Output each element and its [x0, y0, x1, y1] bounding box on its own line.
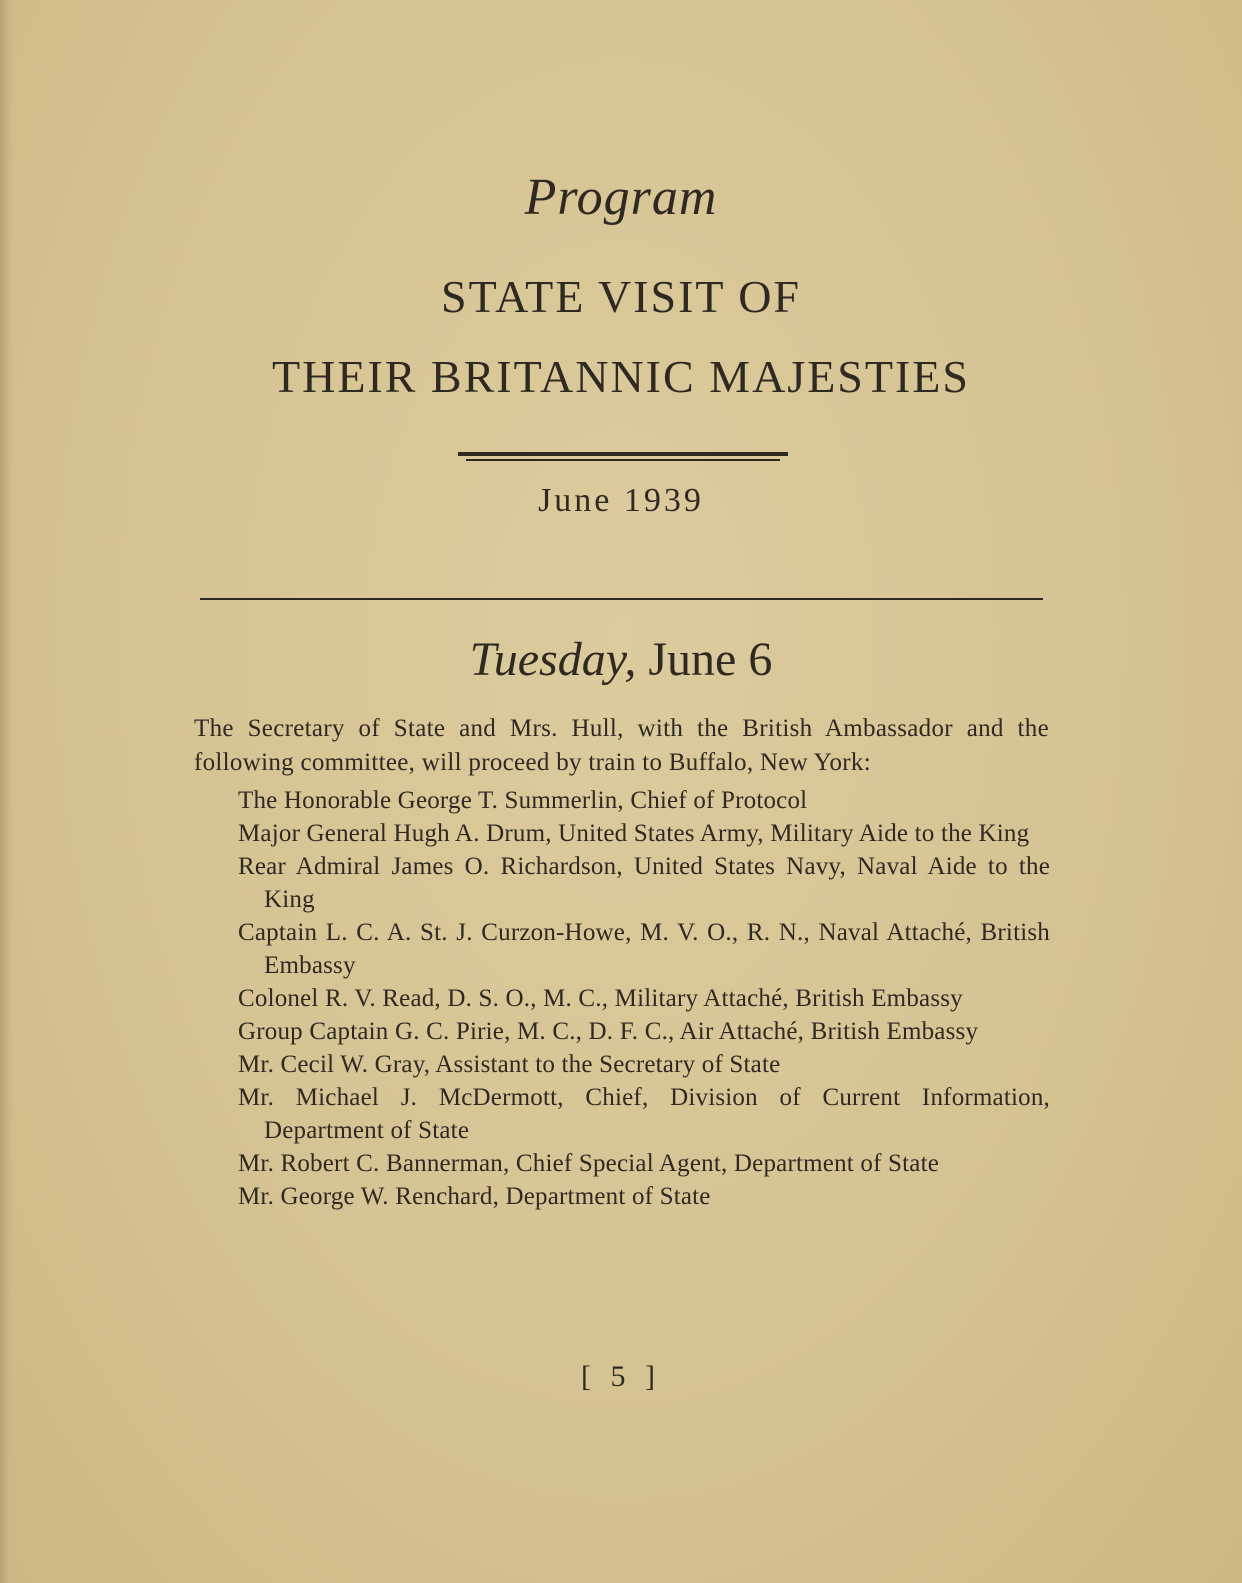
committee-item: Mr. Robert C. Bannerman, Chief Special Agent, Department of State [238, 1150, 940, 1177]
committee-item: Mr. George W. Renchard, Department of State [238, 1183, 711, 1210]
committee-item: Colonel R. V. Read, D. S. O., M. C., Military Attaché, British Embassy [238, 985, 963, 1012]
page-number: [ 5 ] [581, 1360, 661, 1393]
day-weekday: Tuesday, [469, 633, 637, 686]
committee-list [238, 784, 1050, 1213]
day-heading [0, 632, 1242, 687]
committee-item: Major General Hugh A. Drum, United States Army, Military Aide to the King [238, 820, 1030, 847]
day-date: June 6 [648, 633, 773, 686]
rule-thin [466, 459, 780, 461]
committee-item: The Honorable George T. Summerlin, Chief of Protocol [238, 787, 808, 814]
title-line-1: STATE VISIT OF [441, 271, 801, 322]
title-line-2: THEIR BRITANNIC MAJESTIES [272, 351, 970, 402]
program-title: Program [524, 169, 718, 226]
committee-item: Rear Admiral James O. Richardson, United States Navy, Naval Aide to the King [238, 853, 1050, 913]
intro-paragraph: The Secretary of State and Mrs. Hull, with the British Ambassador and the following committee, will proceed by train to Buffalo, New York: [194, 715, 1049, 776]
rule-thick [458, 452, 788, 456]
page-fold-shadow [0, 0, 14, 1583]
double-rule-divider [458, 452, 788, 462]
committee-item: Captain L. C. A. St. J. Curzon-Howe, M. V. O., R. N., Naval Attaché, British Embassy [238, 919, 1050, 979]
committee-item: Group Captain G. C. Pirie, M. C., D. F. C., Air Attaché, British Embassy [238, 1018, 979, 1045]
committee-item: Mr. Cecil W. Gray, Assistant to the Secretary of State [238, 1051, 781, 1078]
section-rule [200, 598, 1043, 600]
visit-date: June 1939 [538, 482, 704, 519]
committee-item: Mr. Michael J. McDermott, Chief, Division of Current Information, Department of State [238, 1084, 1050, 1144]
